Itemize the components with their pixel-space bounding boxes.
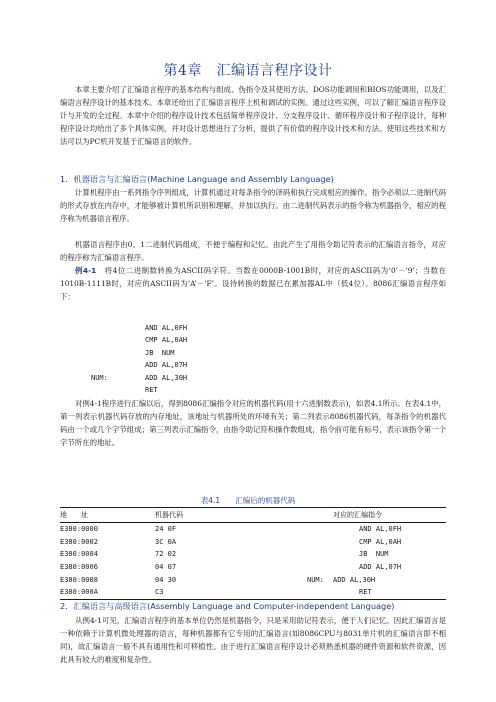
- table-row: [60, 536, 446, 549]
- cell-address: E380:0004: [60, 550, 98, 559]
- code-instruction: CMP AL,0AH: [145, 336, 188, 345]
- example-paragraph: [60, 264, 446, 303]
- cell-instruction: [285, 573, 446, 586]
- table-header-row: [60, 508, 446, 523]
- table-row: [60, 586, 446, 599]
- cell-machine-code: 72 02: [155, 550, 177, 559]
- cell-address: E380:0008: [60, 575, 98, 584]
- instruction-text: ADD AL,07H: [359, 563, 402, 572]
- intro-paragraph: 本章主要介绍了汇编语言程序的基本结构与组成、伪指令及其使用方法、DOS功能调用和BIOS功能调用，以及汇编语言程序设计的基本技术。本章还给出了汇编语言程序上机和调试的实例。通过这些实例，可以了解汇编语言程序设计与开发的全过程。本章中介绍的程序设计技术包括简单程序设计、分支程序设计、循环程序设计和子程序设计，每种程序设计均给出了多个具体实例，并对设计思想进行了分析，提供了有价值的程序设计技术和方法。使用这些技术和方法可以为PC机开发基于汇编语言的软件。: [60, 85, 446, 146]
- cell-instruction: [285, 586, 446, 599]
- cell-machine-code: 24 0F: [155, 525, 177, 534]
- cell-instruction: [285, 536, 446, 549]
- example-text: 将4位二进制数转换为ASCII码字符。当数在0000B-1001B时，对应的ASCII码为‘0’－‘9’；当数在1010B-1111B时，对应的ASCII码为‘A’－‘F’。设待转换的数据已在累加器AL中（低4位）。8086汇编语言程序如下：: [60, 266, 446, 301]
- cell-address: E380:0000: [60, 525, 98, 534]
- code-label: [118, 334, 145, 346]
- code-label: [118, 359, 145, 371]
- table-row: [60, 573, 446, 586]
- instruction-label: [333, 538, 359, 546]
- code-instruction: RET: [145, 386, 158, 395]
- code-label: [118, 322, 145, 334]
- instruction-label: NUM:: [307, 575, 324, 584]
- code-label: [118, 384, 145, 396]
- section1-heading: 1．机器语言与汇编语言(Machine Language and Assembly Language): [60, 174, 334, 184]
- cell-machine-code: 3C 0A: [155, 537, 177, 546]
- code-line: [118, 322, 187, 334]
- cell-instruction: [285, 548, 446, 561]
- table-row: [60, 548, 446, 561]
- cell-machine-code: 04 30: [155, 575, 177, 584]
- code-instruction: ADD AL,07H: [145, 361, 188, 370]
- example-label: 例4-1: [75, 266, 97, 275]
- code-line: [118, 334, 187, 346]
- instruction-text: AND AL,0FH: [359, 525, 402, 534]
- code-line: [118, 384, 187, 396]
- code-instruction: AND AL,0FH: [145, 324, 188, 332]
- cell-instruction: [285, 561, 446, 574]
- code-listing: [91, 322, 188, 396]
- header-instruction: 对应的汇编指令: [285, 508, 446, 523]
- code-line: [91, 372, 187, 384]
- instruction-label: [333, 588, 359, 596]
- table-row: [60, 561, 446, 574]
- cell-machine-code: 04 07: [155, 563, 177, 572]
- cell-address: E380:000A: [60, 586, 155, 599]
- code-label: NUM:: [91, 373, 108, 382]
- cell-instruction: [285, 523, 446, 536]
- instruction-label: [333, 550, 359, 558]
- header-address: 地 址: [60, 508, 155, 523]
- section1-paragraph-2: 机器语言程序由0、1二进制代码组成，不便于编程和记忆。由此产生了用指令助记符表示的汇编语言指令，对应的程序称为汇编语言程序。: [60, 240, 446, 262]
- cell-address: E380:0006: [60, 563, 98, 572]
- instruction-text: CMP AL,0AH: [359, 537, 402, 546]
- section1-paragraph-3: 对例4-1程序进行汇编以后，得到8086汇编指令对应的机器代码(用十六进制数表示)，如表4.1所示。在表4.1中，第一列表示机器代码存放的内存地址，该地址与机器所处的环境有关；第二列表示8086机器代码，每条指令的机器代码由一个或几个字节组成；第三列表示汇编指令，由指令助记符和操作数组成，指令前可能有标号，表示该指令第一个字节所在的地址。: [60, 399, 446, 447]
- machine-code-table: [60, 507, 446, 600]
- instruction-text: JB NUM: [359, 550, 389, 559]
- code-label: [118, 347, 145, 359]
- table-row: [60, 523, 446, 536]
- cell-machine-code: C3: [155, 586, 285, 599]
- instruction-text: RET: [359, 588, 372, 597]
- section2-heading: 2．汇编语言与高级语言(Assembly Language and Computer-independent Language): [60, 601, 395, 611]
- header-machine-code: 机器代码: [155, 508, 285, 523]
- table-caption: 表4.1 汇编后的机器代码: [200, 496, 296, 505]
- code-instruction: JB NUM: [145, 348, 175, 357]
- instruction-text: ADD AL,30H: [333, 575, 376, 584]
- instruction-label: [333, 563, 359, 571]
- instruction-label: [333, 525, 359, 533]
- cell-address: E380:0002: [60, 537, 98, 546]
- section1-paragraph-1: 计算机程序由一系列指令序列组成，计算机通过对每条指令的译码和执行完成相应的操作。指令必须以二进制代码的形式存放在内存中，才能够被计算机所识别和理解，并加以执行。由二进制代码表示的指令称为机器指令，相应的程序称为机器语言程序。: [60, 188, 446, 223]
- section2-paragraph-1: 从例4-1可见，汇编语言程序的基本单位仍然是机器指令，只是采用助记符表示，便于人们记忆。因此汇编语言是一种依赖于计算机微处理器的语言，每种机器都有它专用的汇编语言(如8086CPU与8031单片机的汇编语言即不相同)，故汇编语言一般不具有通用性和可移植性。由于进行汇编语言程序设计必须熟悉机器的硬件资源和软件资源，因此具有较大的难度和复杂性。: [60, 616, 446, 664]
- code-line: [118, 347, 187, 359]
- code-instruction: ADD AL,30H: [145, 373, 188, 382]
- chapter-title: 第4章 汇编语言程序设计: [163, 63, 333, 79]
- code-line: [118, 359, 187, 371]
